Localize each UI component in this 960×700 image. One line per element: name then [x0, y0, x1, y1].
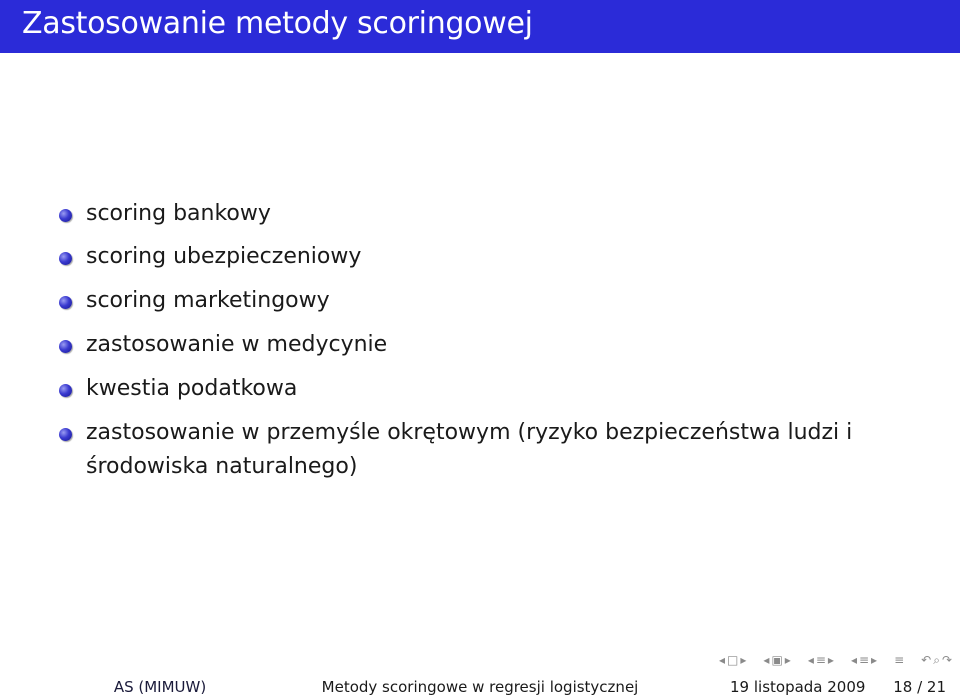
align-icon[interactable]: ≡ — [894, 653, 905, 667]
bullet-icon — [59, 252, 72, 265]
slide-back-icon[interactable]: ◂ — [850, 653, 857, 667]
subsection-forward-icon[interactable]: ▸ — [827, 653, 834, 667]
list-item: kwestia podatkowa — [86, 376, 298, 401]
section-forward-icon[interactable]: ▸ — [784, 653, 791, 667]
footer-author: AS (MIMUW) — [0, 674, 320, 700]
bullet-icon — [59, 296, 72, 309]
frame-back-icon[interactable]: ◂ — [719, 653, 726, 667]
search-icon[interactable]: ⌕ — [933, 652, 940, 667]
section-icon: ▣ — [771, 653, 783, 667]
undo-icon[interactable]: ↶ — [921, 653, 932, 667]
footer — [0, 674, 960, 700]
footer-talk-title: Metody scoringowe w regresji logistycznej — [320, 674, 640, 700]
bullet-icon — [59, 384, 72, 397]
footer-date: 19 listopada 2009 — [730, 678, 866, 696]
subsection-back-icon[interactable]: ◂ — [807, 653, 814, 667]
bullet-icon — [59, 428, 72, 441]
bullet-icon — [59, 340, 72, 353]
slide-icon: ≡ — [858, 653, 870, 667]
section-back-icon[interactable]: ◂ — [763, 653, 770, 667]
footer-page-number: 18 / 21 — [893, 678, 946, 696]
bullet-icon — [59, 209, 72, 222]
list-item: scoring ubezpieczeniowy — [86, 244, 362, 269]
frame-icon: □ — [727, 653, 739, 667]
list-item: scoring marketingowy — [86, 288, 330, 313]
slide-title: Zastosowanie metody scoringowej — [22, 6, 533, 41]
list-item-continuation: środowiska naturalnego) — [86, 454, 358, 479]
title-bar — [0, 0, 960, 53]
list-item: scoring bankowy — [86, 201, 271, 226]
list-item: zastosowanie w przemyśle okrętowym (ryzyko bezpieczeństwa ludzi i — [86, 420, 853, 445]
footer-date-page — [640, 674, 960, 700]
slide-forward-icon[interactable]: ▸ — [871, 653, 878, 667]
subsection-icon: ≡ — [815, 653, 826, 667]
redo-icon[interactable]: ↷ — [941, 653, 952, 667]
frame-forward-icon[interactable]: ▸ — [740, 653, 747, 667]
navigation-bar — [719, 650, 952, 670]
list-item: zastosowanie w medycynie — [86, 332, 388, 357]
